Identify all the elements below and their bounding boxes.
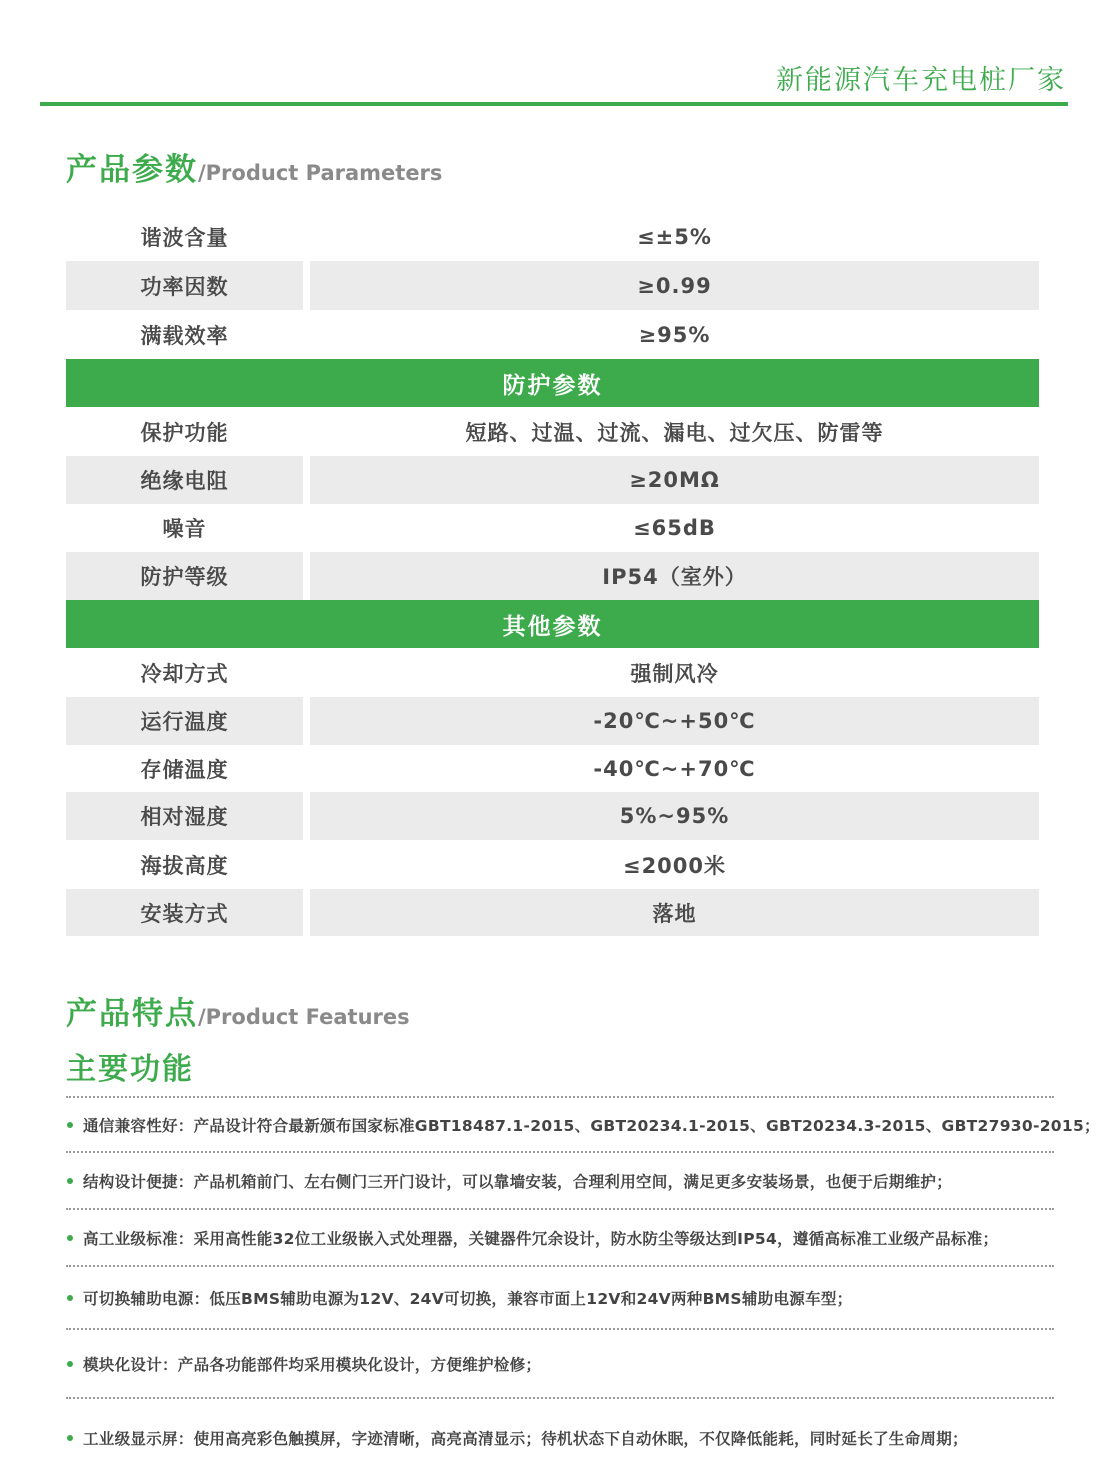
spec-row (66, 792, 1039, 840)
spec-row (66, 212, 1039, 261)
spec-row (66, 697, 1039, 745)
feature-item (66, 1328, 1054, 1397)
spec-table (66, 212, 1039, 936)
feature-text: 工业级显示屏：使用高亮彩色触摸屏，字迹清晰，高亮高清显示；待机状态下自动休眠，不仅降低能耗，同时延长了生命周期； (83, 1430, 968, 1448)
spec-value: ≤±5% (637, 224, 712, 249)
features-title-en: /Product Features (198, 1005, 410, 1029)
other-band-heading: 其他参数 (66, 600, 1039, 648)
spec-row (66, 261, 1039, 310)
spec-group-other (66, 648, 1039, 936)
spec-row (66, 648, 1039, 697)
spec-row (66, 310, 1039, 359)
brand-title: 新能源汽车充电桩厂家 (776, 65, 1066, 96)
spec-row (66, 840, 1039, 889)
bullet-icon (67, 1295, 73, 1301)
spec-row (66, 504, 1039, 552)
bullet-icon (67, 1178, 73, 1184)
spec-group-protection (66, 407, 1039, 600)
feature-list (66, 1096, 1100, 1477)
spec-value: -20℃~+50℃ (310, 697, 1039, 745)
spec-value: ≤65dB (633, 516, 716, 540)
feature-item (66, 1151, 1054, 1208)
bullet-icon (67, 1435, 73, 1441)
header-divider (40, 102, 1068, 106)
spec-label: 运行温度 (66, 697, 303, 745)
spec-row (66, 407, 1039, 456)
params-title-en: /Product Parameters (198, 161, 443, 185)
spec-row (66, 889, 1039, 936)
params-title-zh: 产品参数 (66, 152, 198, 188)
spec-value: 5%~95% (310, 792, 1039, 840)
spec-row (66, 745, 1039, 792)
feature-item (66, 1397, 1054, 1477)
bullet-icon (67, 1361, 73, 1367)
features-subtitle: 主要功能 (66, 1052, 194, 1087)
spec-group-general (66, 212, 1039, 359)
feature-text: 模块化设计：产品各功能部件均采用模块化设计，方便维护检修； (83, 1355, 542, 1374)
feature-item (66, 1265, 1054, 1328)
spec-value: -40℃~+70℃ (593, 756, 756, 781)
spec-label: 满载效率 (140, 323, 229, 348)
spec-value: ≤2000米 (622, 853, 727, 878)
spec-label: 功率因数 (66, 261, 303, 310)
spec-value: IP54（室外） (310, 552, 1039, 600)
spec-value: ≥95% (638, 322, 711, 347)
spec-value: ≥20MΩ (310, 456, 1039, 504)
feature-text: 结构设计便捷：产品机箱前门、左右侧门三开门设计，可以靠墙安装，合理利用空间，满足更多安装场景，也便于后期维护； (83, 1172, 953, 1191)
spec-label: 保护功能 (140, 420, 229, 445)
bullet-icon (67, 1122, 73, 1128)
spec-label: 相对湿度 (66, 792, 303, 840)
spec-label: 绝缘电阻 (66, 456, 303, 504)
spec-value: 短路、过温、过流、漏电、过欠压、防雷等 (465, 420, 884, 445)
spec-label: 海拔高度 (140, 853, 229, 878)
spec-label: 存储温度 (140, 757, 229, 782)
feature-item (66, 1208, 1054, 1265)
spec-label: 噪音 (162, 517, 207, 541)
spec-value: 强制风冷 (630, 661, 719, 686)
spec-row (66, 456, 1039, 504)
spec-label: 安装方式 (66, 889, 303, 936)
protection-band-heading: 防护参数 (66, 359, 1039, 407)
spec-value: ≥0.99 (310, 261, 1039, 310)
feature-text: 高工业级标准：采用高性能32位工业级嵌入式处理器，关键器件冗余设计，防水防尘等级达到IP54，遵循高标准工业级产品标准； (83, 1229, 999, 1248)
params-section-title (66, 144, 442, 189)
bullet-icon (67, 1235, 73, 1241)
feature-text: 可切换辅助电源：低压BMS辅助电源为12V、24V可切换，兼容市面上12V和24V两种BMS辅助电源车型； (83, 1289, 853, 1308)
features-title-zh: 产品特点 (66, 996, 198, 1032)
spec-row (66, 552, 1039, 600)
feature-item (66, 1096, 1100, 1151)
spec-label: 防护等级 (66, 552, 303, 600)
spec-value: 落地 (310, 889, 1039, 936)
spec-label: 谐波含量 (140, 225, 229, 250)
feature-text: 通信兼容性好：产品设计符合最新颁布国家标准GBT18487.1-2015、GBT20234.1-2015、GBT20234.3-2015、GBT27930-2015； (83, 1116, 1100, 1135)
features-section-title (66, 988, 410, 1033)
spec-label: 冷却方式 (140, 661, 229, 686)
